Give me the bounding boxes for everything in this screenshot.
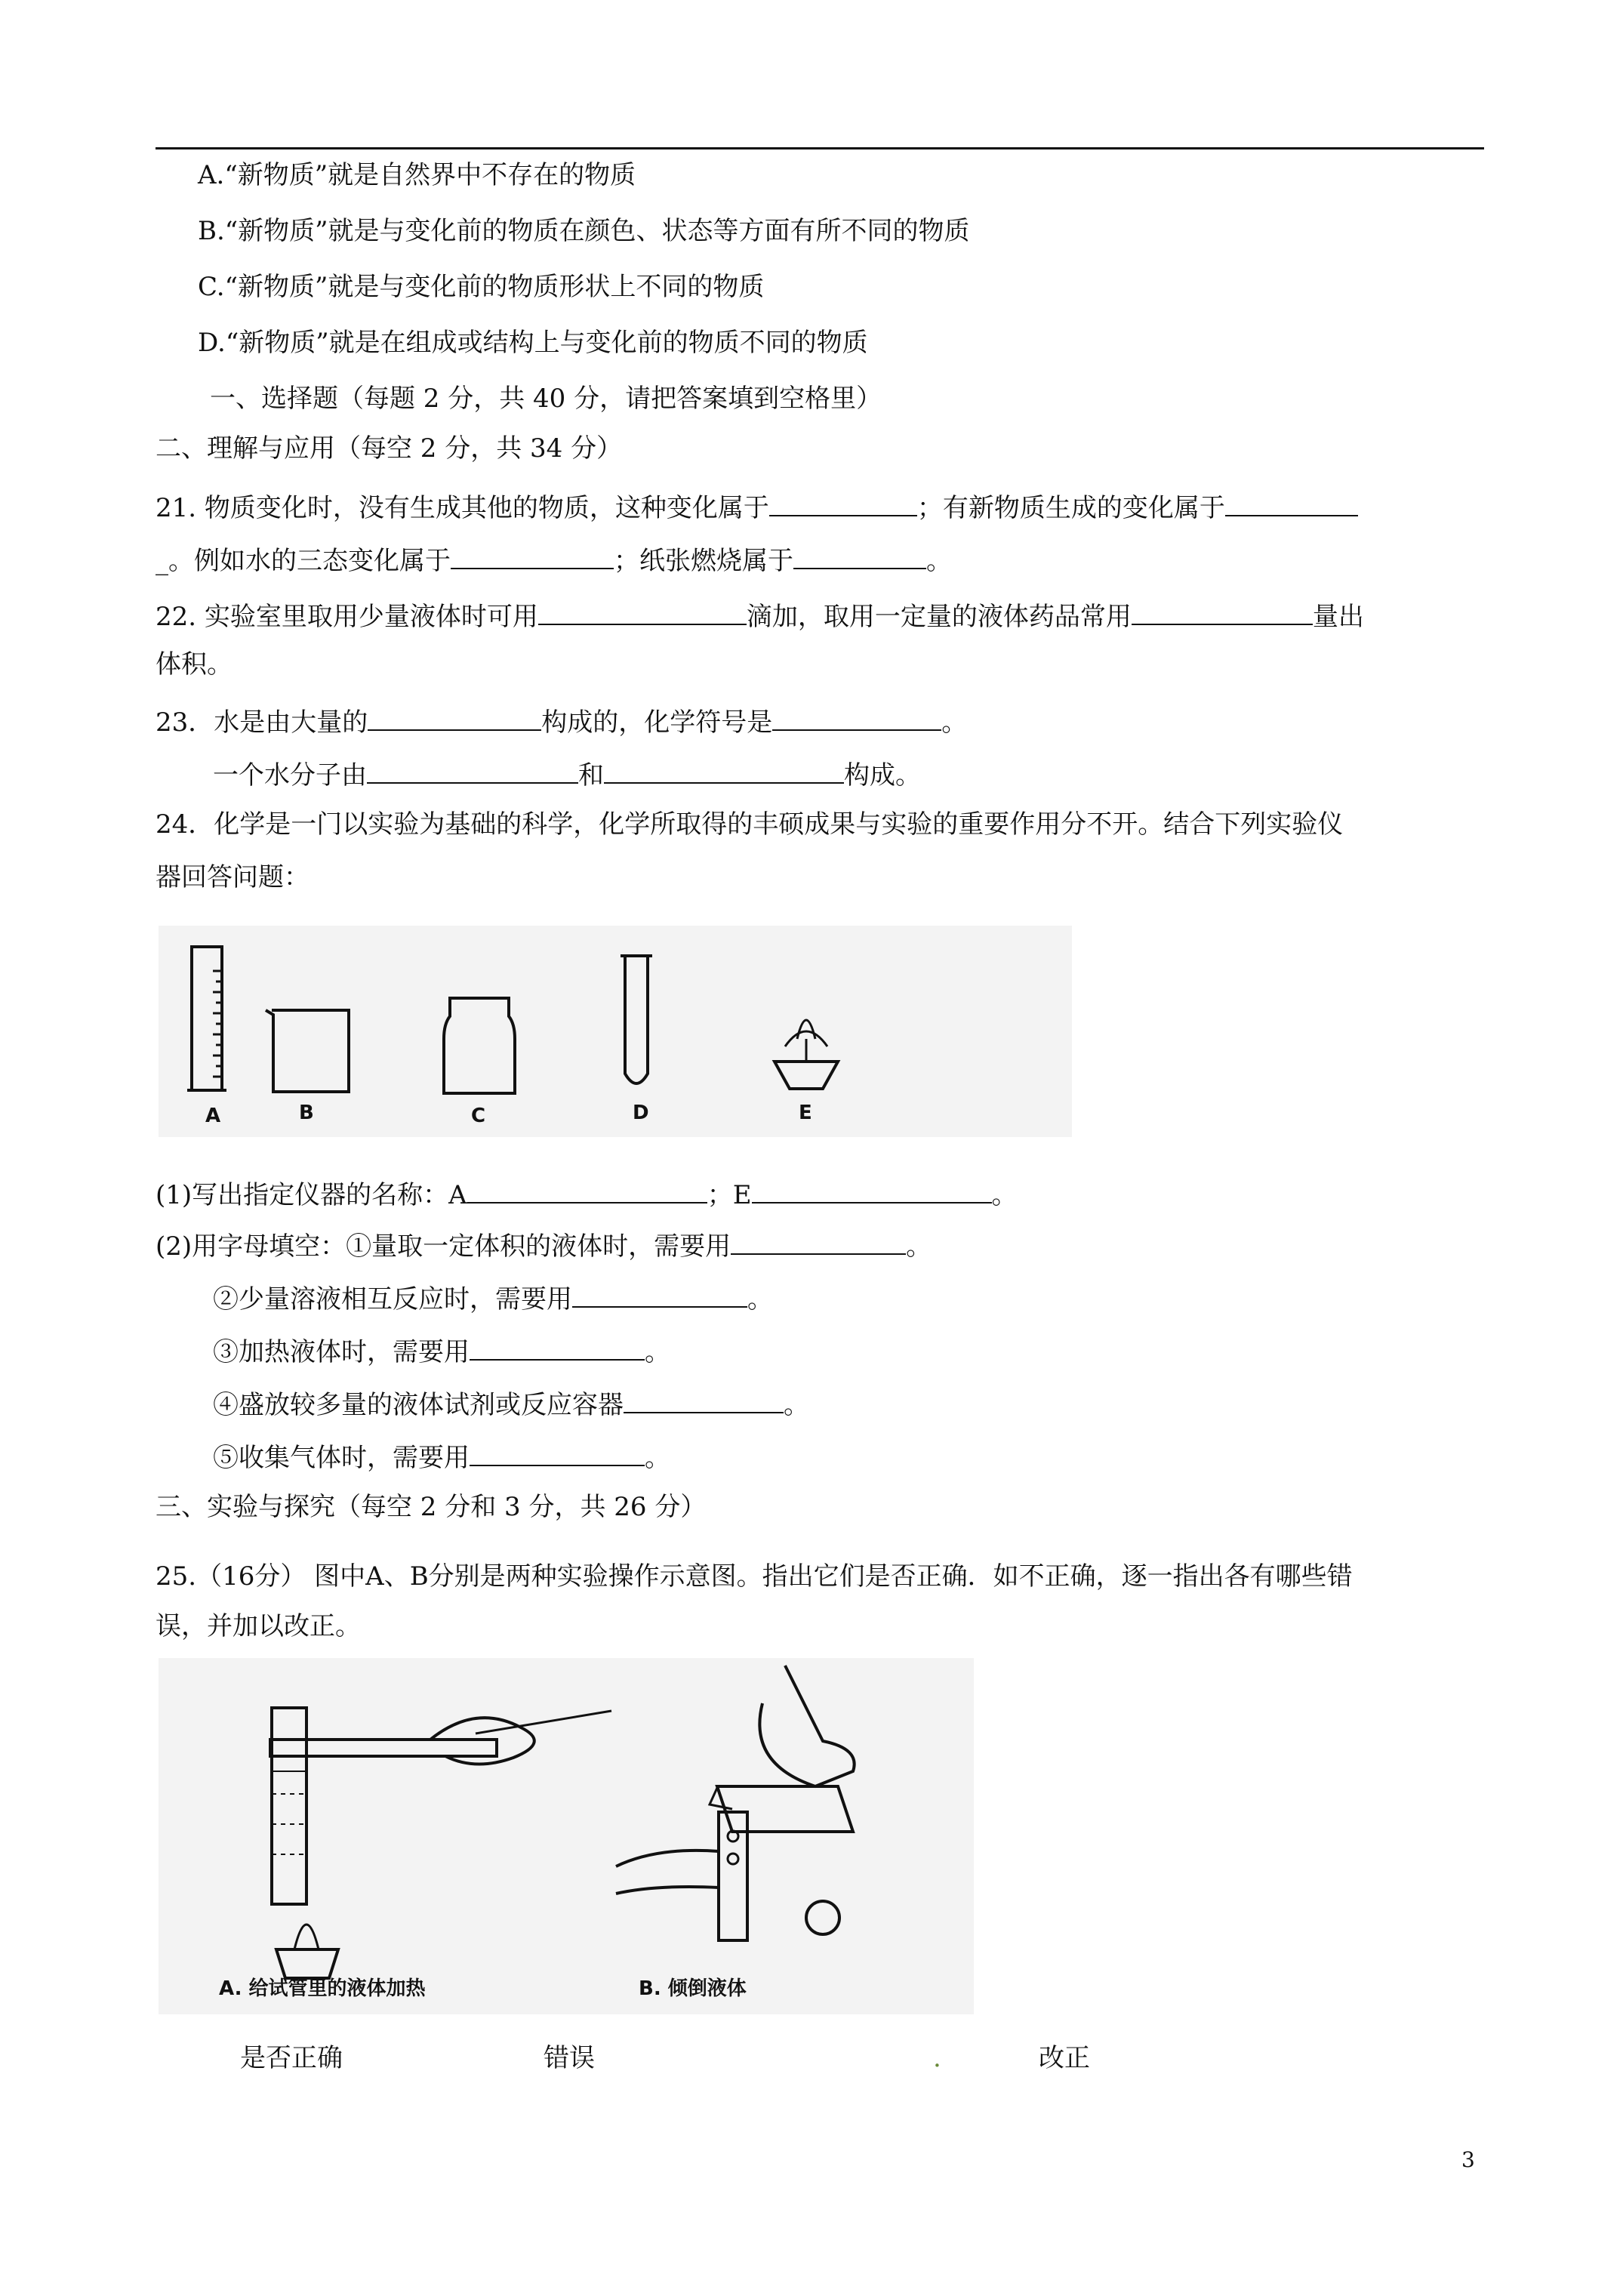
q22-blank-1[interactable]	[538, 596, 747, 625]
bottle-stopper-icon	[806, 1901, 839, 1934]
q22-text-3: 量出	[1312, 602, 1364, 632]
question-21-line2	[156, 541, 952, 578]
instrument-drawings	[159, 926, 1072, 1137]
option-a: A.“新物质”就是自然界中不存在的物质	[198, 160, 636, 190]
q24-s1-text-c: 。	[991, 1180, 1018, 1210]
question-22-line2: 体积。	[156, 649, 233, 680]
section-one-heading: 一、选择题（每题 2 分，共 40 分，请把答案填到空格里）	[210, 384, 882, 414]
q23-blank-1[interactable]	[368, 702, 541, 731]
q24-s6-text: ⑤收集气体时，需要用	[213, 1443, 470, 1473]
q23-text-4: 一个水分子由	[213, 760, 367, 791]
beaker-icon	[266, 1010, 349, 1092]
q24-s3-text: ②少量溶液相互反应时，需要用	[213, 1284, 572, 1314]
op-label-b: B. 倾倒液体	[639, 1977, 747, 2000]
option-c: C.“新物质”就是与变化前的物质形状上不同的物质	[198, 272, 765, 302]
fig-label-b: B	[299, 1102, 314, 1124]
q24-blank-2-3[interactable]	[470, 1332, 645, 1361]
fig-label-d: D	[633, 1102, 649, 1124]
section-three-heading: 三、实验与探究（每空 2 分和 3 分，共 26 分）	[156, 1492, 707, 1522]
q24-blank-a[interactable]	[467, 1175, 707, 1203]
operation-drawings	[159, 1658, 974, 2014]
answer-col-fix: 改正	[1039, 2043, 1090, 2073]
question-25-line2: 误，并加以改正。	[156, 1611, 361, 1641]
stray-dot: .	[933, 2043, 941, 2073]
q24-s5-text: ④盛放较多量的液体试剂或反应容器	[213, 1390, 624, 1420]
instrument-figure	[159, 926, 1072, 1137]
q24-blank-2-1[interactable]	[731, 1226, 906, 1255]
section-two-heading: 二、理解与应用（每空 2 分，共 34 分）	[156, 433, 623, 464]
hand-icon-b	[759, 1666, 854, 1786]
q21-text-3: _。例如水的三态变化属于	[156, 546, 451, 576]
q24-s6-end: 。	[645, 1443, 670, 1473]
fig-label-a: A	[205, 1105, 221, 1127]
q24-sub1	[156, 1175, 1018, 1212]
q24-s2-text: (2)用字母填空：①量取一定体积的液体时，需要用	[156, 1231, 731, 1262]
q24-s4-end: 。	[645, 1337, 670, 1367]
test-tube-icon	[625, 956, 648, 1083]
q23-text-6: 构成。	[844, 760, 921, 791]
q24-s1-text-b: ；E	[707, 1180, 752, 1210]
page-number: 3	[1461, 2147, 1475, 2172]
option-d: D.“新物质”就是在组成或结构上与变化前的物质不同的物质	[198, 328, 868, 358]
q22-blank-2[interactable]	[1132, 596, 1313, 625]
q22-text-2: 滴加，取用一定量的液体药品常用	[746, 602, 1132, 632]
question-24-line2: 器回答问题：	[156, 862, 310, 892]
test-tube-holder-icon	[270, 1740, 497, 1756]
q24-s3-end: 。	[747, 1284, 773, 1314]
q23-text-1: 23．水是由大量的	[156, 707, 368, 738]
op-label-a: A. 给试管里的液体加热	[219, 1977, 426, 2000]
q23-text-2: 构成的，化学符号是	[541, 707, 773, 738]
bottle-icon	[444, 998, 515, 1093]
q24-sub6	[213, 1438, 670, 1475]
q21-text-1: 21. 物质变化时，没有生成其他的物质，这种变化属于	[156, 493, 769, 523]
answer-col-correct: 是否正确	[240, 2043, 343, 2073]
q22-text-1: 22. 实验室里取用少量液体时可用	[156, 602, 538, 632]
question-22-line1	[156, 596, 1364, 633]
q23-text-3: 。	[941, 707, 968, 738]
q21-blank-4[interactable]	[793, 541, 926, 569]
q24-sub3	[213, 1279, 773, 1316]
q21-text-4: ；纸张燃烧属于	[614, 546, 793, 576]
question-23-line1	[156, 702, 967, 739]
q23-blank-2[interactable]	[772, 702, 941, 731]
q24-blank-2-5[interactable]	[470, 1438, 645, 1466]
question-21-line1	[156, 488, 1358, 525]
fig-label-c: C	[471, 1105, 486, 1127]
heated-test-tube-icon	[272, 1708, 306, 1904]
q23-blank-3[interactable]	[367, 755, 578, 784]
q21-text-2: ；有新物质生成的变化属于	[916, 493, 1225, 523]
header-rule	[156, 147, 1484, 149]
q24-blank-2-2[interactable]	[572, 1279, 747, 1308]
question-23-line2	[213, 755, 921, 792]
q24-blank-2-4[interactable]	[624, 1385, 784, 1413]
q24-s4-text: ③加热液体时，需要用	[213, 1337, 470, 1367]
burner-icon-a	[276, 1949, 338, 1978]
q24-s2-end: 。	[906, 1231, 932, 1262]
q21-blank-1[interactable]	[769, 488, 917, 516]
hand-icon-c	[616, 1851, 719, 1894]
q24-sub4	[213, 1332, 670, 1369]
q21-blank-2[interactable]	[1225, 488, 1358, 516]
answer-col-error: 错误	[544, 2043, 595, 2073]
q23-text-5: 和	[578, 760, 604, 791]
graduated-cylinder-icon	[192, 947, 222, 1090]
operation-figure	[159, 1658, 974, 2014]
q24-blank-e[interactable]	[752, 1175, 992, 1203]
alcohol-lamp-icon	[775, 1062, 838, 1089]
q24-s5-end: 。	[784, 1390, 809, 1420]
reagent-bottle-icon	[717, 1786, 853, 1832]
question-24-line1: 24．化学是一门以实验为基础的科学，化学所取得的丰硕成果与实验的重要作用分不开。结合下列实验仪	[156, 809, 1344, 840]
question-25-line1: 25.（16分） 图中A、B分别是两种实验操作示意图。指出它们是否正确．如不正确，逐一指出各有哪些错	[156, 1561, 1353, 1592]
option-b: B.“新物质”就是与变化前的物质在颜色、状态等方面有所不同的物质	[198, 216, 970, 246]
q23-blank-4[interactable]	[604, 755, 844, 784]
q21-blank-3[interactable]	[451, 541, 614, 569]
q21-text-5: 。	[926, 546, 952, 576]
q24-sub2	[156, 1226, 932, 1263]
q24-s1-text-a: (1)写出指定仪器的名称：A	[156, 1180, 467, 1210]
q24-sub5	[213, 1385, 809, 1422]
fig-label-e: E	[799, 1102, 812, 1124]
